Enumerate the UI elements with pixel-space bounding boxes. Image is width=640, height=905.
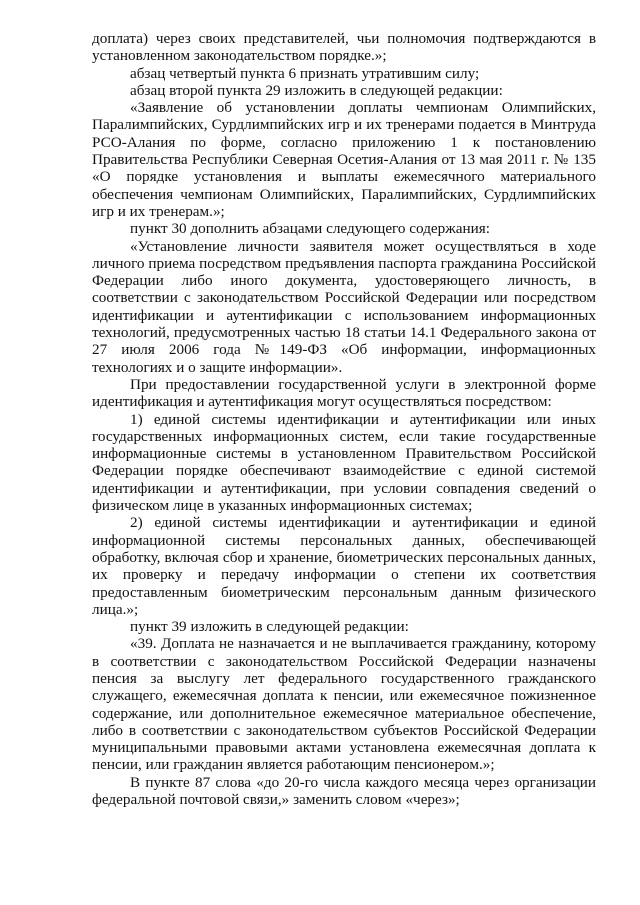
paragraph: абзац четвертый пункта 6 признать утратившим силу; (130, 64, 480, 82)
paragraph: В пункте 87 слова «до 20-го числа каждого месяца через организации федеральной почтовой связи,» заменить словом «через»; (92, 773, 596, 809)
paragraph: доплата) через своих представителей, чьи полномочия подтверждаются в установленном законодательством порядке.»; (92, 30, 596, 65)
paragraph: пункт 39 изложить в следующей редакции: (130, 618, 409, 636)
document-page (92, 30, 596, 808)
paragraph: При предоставлении государственной услуги в электронной форме идентификация и аутентификация могут осуществляться посредством: (92, 375, 596, 411)
paragraph: абзац второй пункта 29 изложить в следующей редакции: (130, 81, 503, 99)
paragraph: 2) единой системы идентификации и аутентификации и единой информационной системы персональных данных, обеспечивающей обработку, включая сбор и хранение, биометрических персональных данных, их проверку и передачу информации о степени их соответствия предоставленным биометрическим персональным данным физического лица.»; (92, 514, 596, 618)
paragraph: «Установление личности заявителя может осуществляться в ходе личного приема посредством предъявления паспорта гражданина Российской Федерации либо иного документа, удостоверяющего личность, в соответствии с законодательством Российской Федерации или посредством идентификации и аутентификации с использованием информационных технологий, предусмотренных частью 18 статьи 14.1 Федерального закона от 27 июля 2006 года №149-ФЗ «Об информации, информационных технологиях и о защите информации». (92, 237, 596, 376)
paragraph: «39. Доплата не назначается и не выплачивается гражданину, которому в соответствии с законодательством Российской Федерации назначены пенсия за выслугу лет федерального государственного гражданского служащего, ежемесячная доплата к пенсии, или ежемесячное пожизненное содержание, или дополнительное ежемесячное материальное обеспечение, либо в соответствии с законодательством субъектов Российской Федерации муниципальными правовыми актами установлена ежемесячная доплата к пенсии, или гражданин является работающим пенсионером.»; (92, 635, 596, 774)
paragraph: 1) единой системы идентификации и аутентификации или иных государственных информационных систем, если такие государственные информационные системы в установленном Правительством Российской Федерации порядке обеспечивают взаимодействие с единой системой идентификации и аутентификации, при условии совпадения сведений о физическом лице в указанных информационных системах; (92, 410, 596, 515)
paragraph: «Заявление об установлении доплаты чемпионам Олимпийских, Паралимпийских, Сурдлимпийских игр и их тренерами подается в Минтруда РСО-Алания по форме, согласно приложению 1 к постановлению Правительства Республики Северная Осетия-Алания от 13 мая 2011 г. № 135 «О порядке установления и выплаты ежемесячного материального обеспечения чемпионам Олимпийских, Паралимпийских, Сурдлимпийских игр и их тренерам.»; (92, 99, 596, 220)
paragraph: пункт 30 дополнить абзацами следующего содержания: (130, 220, 490, 238)
